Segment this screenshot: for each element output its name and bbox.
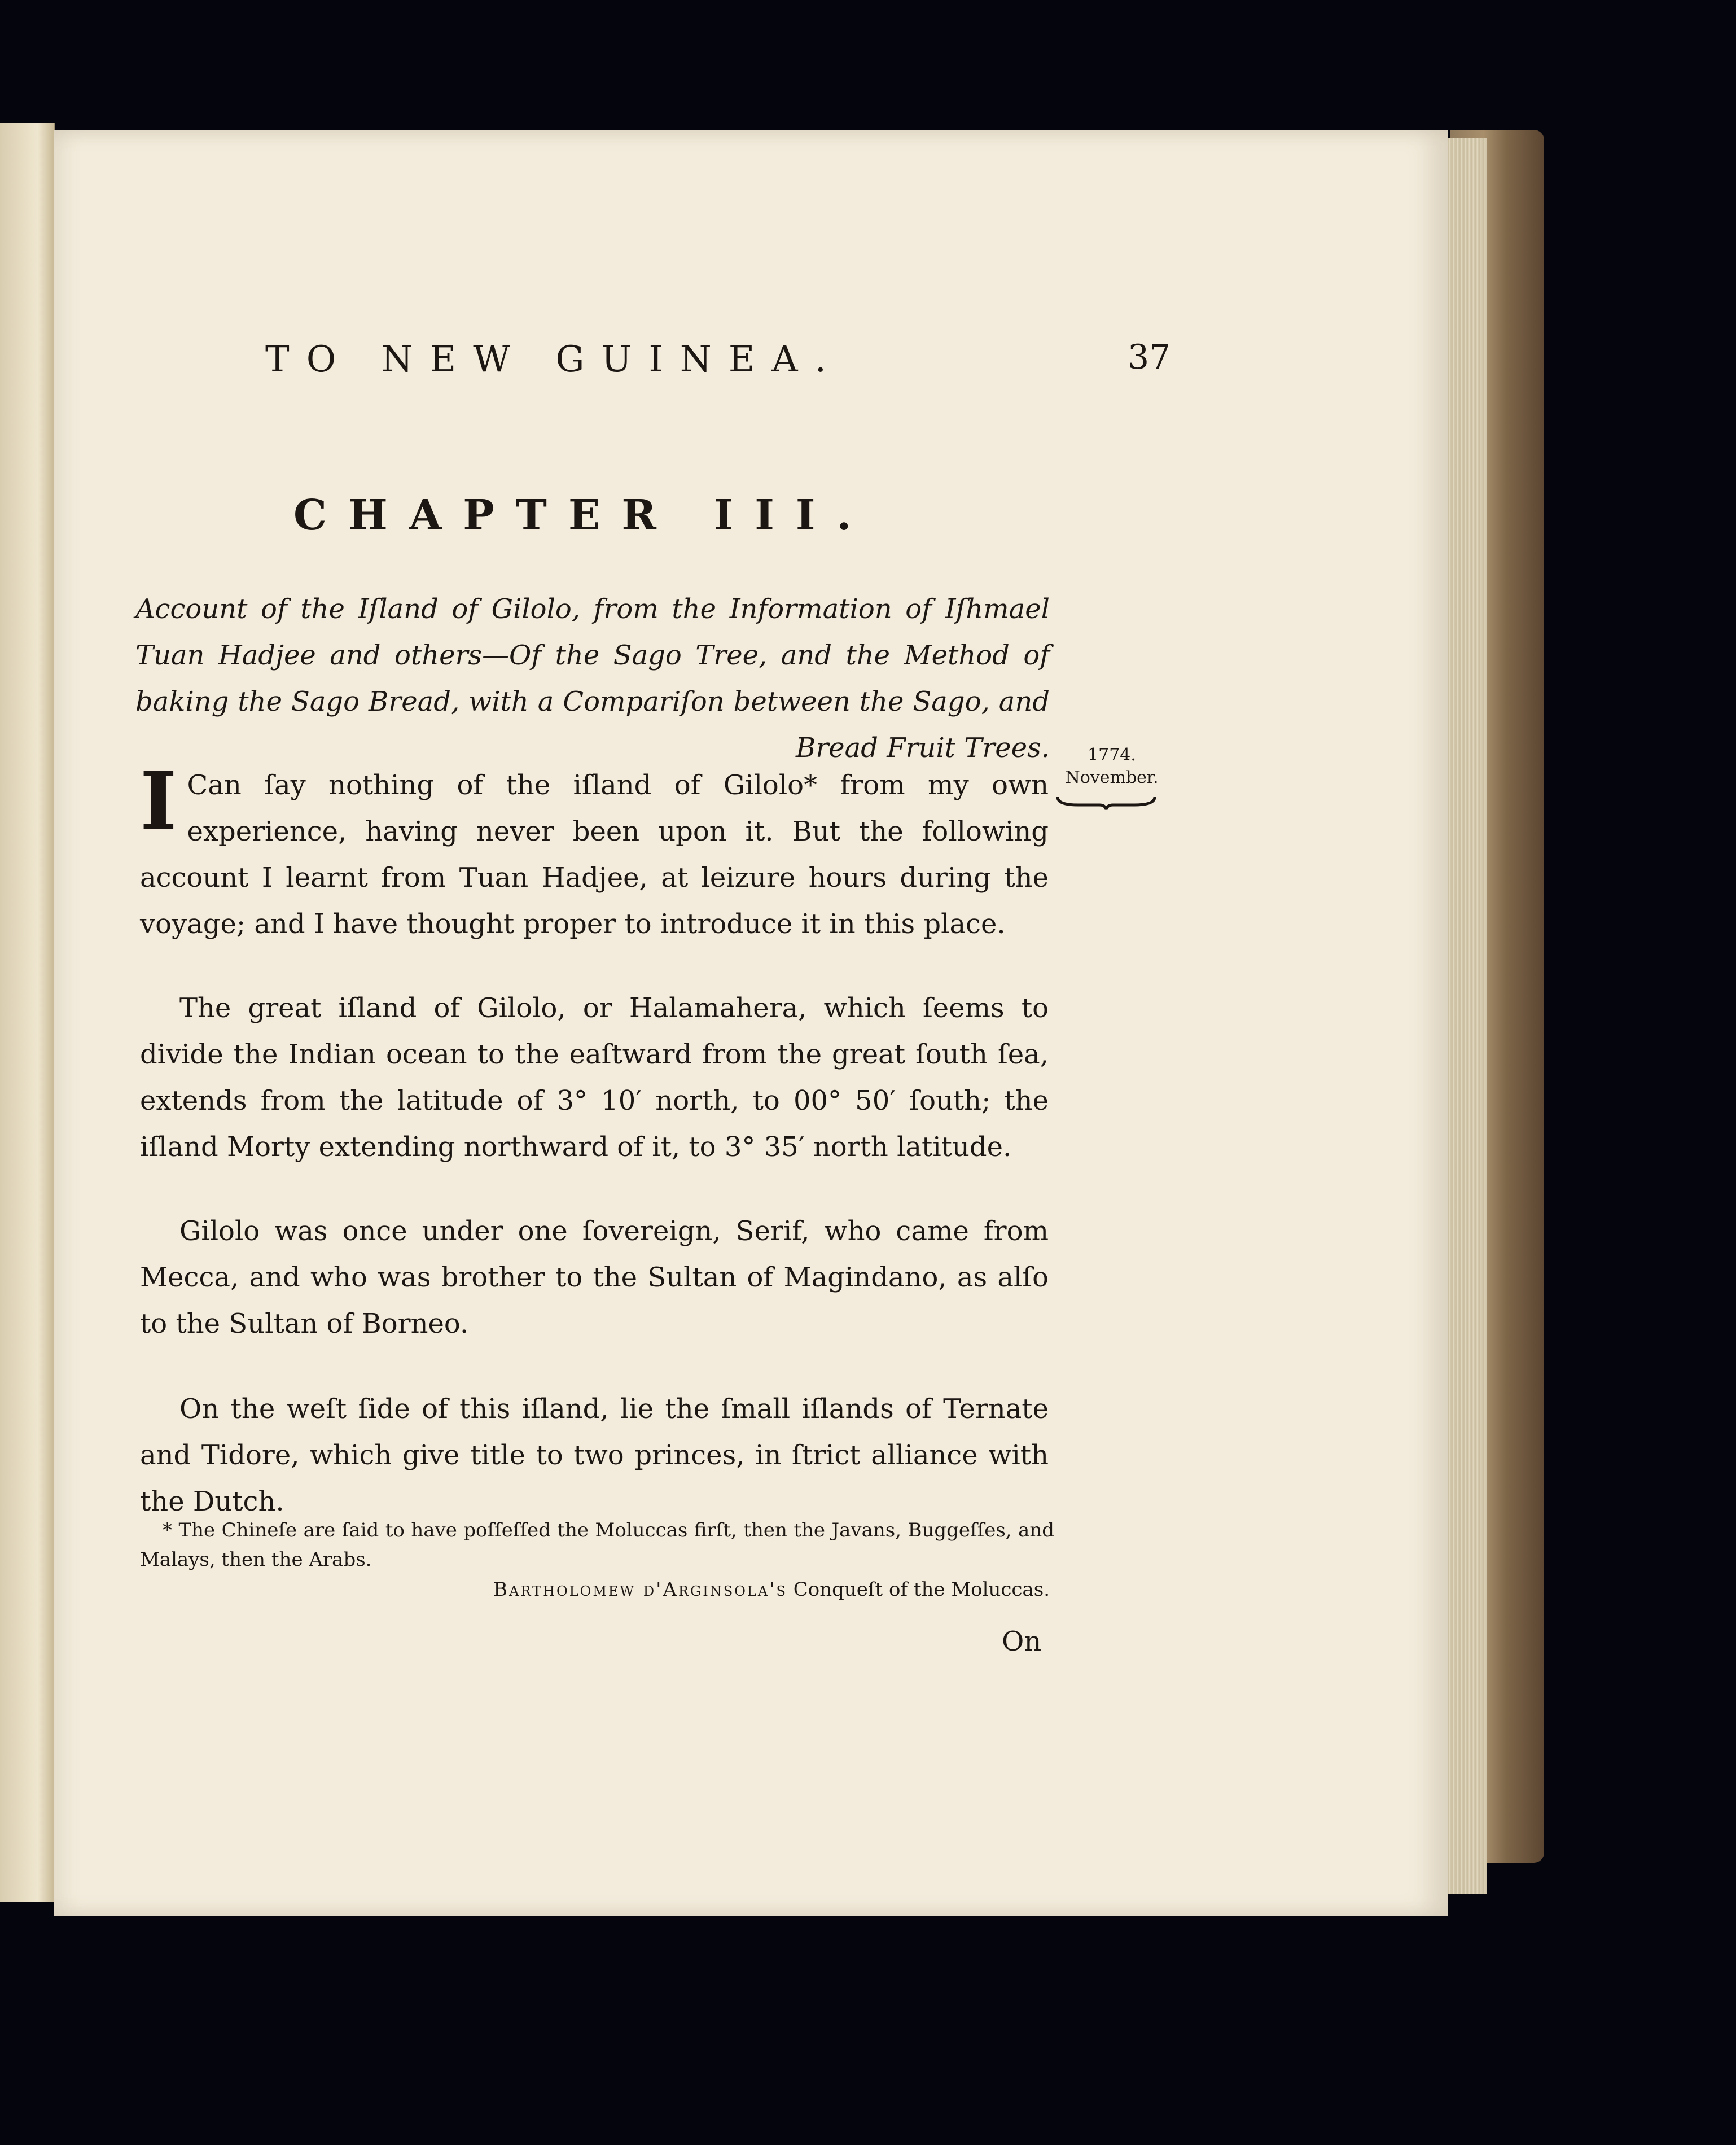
chapter-summary: Account of the Iſland of Gilolo, from the Information of Iſhmael Tuan Hadjee and others—Of the Sago Tree, and the Method of baking the Sago Bread, with a Compariſon between the Sago, and Bread Fruit Trees. bbox=[135, 593, 1050, 764]
paragraph-1 bbox=[140, 755, 1049, 947]
facing-page-edge bbox=[0, 123, 55, 1902]
margin-brace-icon bbox=[1055, 795, 1157, 811]
chapter-title: CHAPTER III. bbox=[293, 491, 873, 540]
catchword: On bbox=[1002, 1626, 1042, 1657]
margin-year: 1774. bbox=[1088, 745, 1136, 765]
footnote-source-title: Conqueſt of the Moluccas. bbox=[787, 1578, 1050, 1601]
footnote: * The Chineſe are ſaid to have poſſeſſed the Moluccas firſt, then the Javans, Buggeſſes, and Malays, then the Arabs. bbox=[140, 1519, 1054, 1571]
page-number: 37 bbox=[1128, 338, 1171, 377]
margin-month: November. bbox=[1065, 768, 1159, 787]
page-stack-edge bbox=[1442, 138, 1487, 1894]
footnote-source-author: Bartholomew d'Arginsola's bbox=[493, 1578, 787, 1601]
drop-cap: I bbox=[140, 755, 177, 848]
paragraph-3: Gilolo was once under one ſovereign, Serif, who came from Mecca, and who was brother to the Sultan of Magindano, as alſo to the Sultan of Borneo. bbox=[140, 1215, 1049, 1339]
margin-date-note bbox=[1055, 744, 1168, 789]
footnote-source bbox=[384, 1578, 1050, 1601]
paragraph-1-text: Can ſay nothing of the iſland of Gilolo* from my own experience, having never been upon it. But the following account I learnt from Tuan Hadjee, at leizure hours during the voyage; and I have thought proper to introduce it in this place. bbox=[140, 769, 1049, 940]
running-head: TO NEW GUINEA. bbox=[265, 339, 843, 380]
paragraph-2: The great iſland of Gilolo, or Halamahera, which ſeems to divide the Indian ocean to the eaſtward from the great ſouth ſea, extends from the latitude of 3° 10′ north, to 00° 50′ ſouth; the iſland Morty extending northward of it, to 3° 35′ north latitude. bbox=[140, 992, 1049, 1163]
paragraph-4: On the weſt ſide of this iſland, lie the ſmall iſlands of Ternate and Tidore, which give title to two princes, in ſtrict alliance with the Dutch. bbox=[140, 1393, 1049, 1517]
